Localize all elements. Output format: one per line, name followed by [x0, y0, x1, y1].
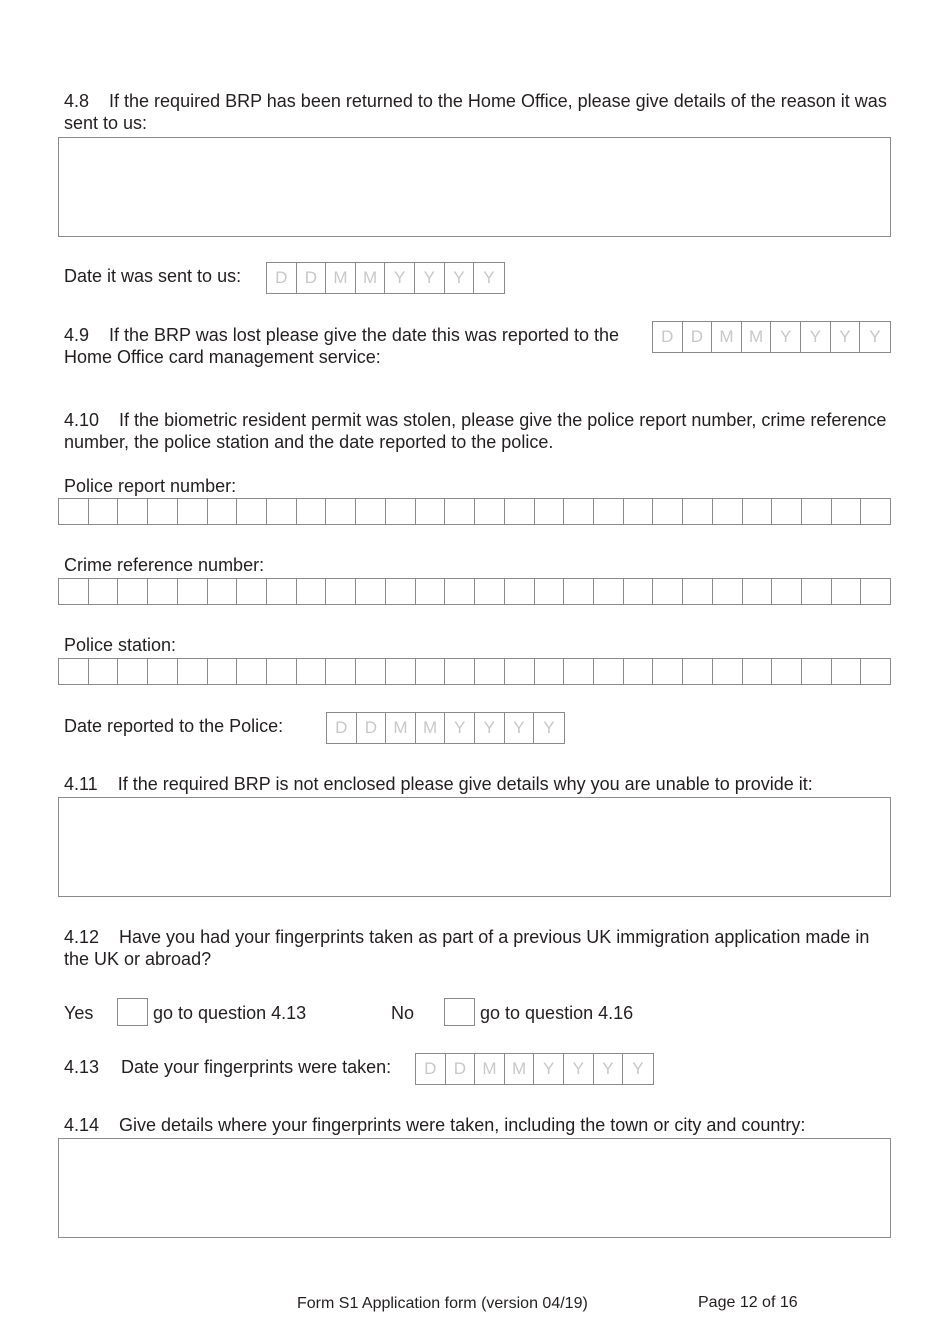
date-digit: Y [534, 1054, 564, 1084]
date-digit: D [327, 713, 357, 743]
date-digit: D [416, 1054, 446, 1084]
return-reason-textarea[interactable] [58, 137, 891, 237]
date-sent-input[interactable] [266, 262, 505, 294]
date-reported-label: Date reported to the Police: [64, 716, 284, 736]
date-digit: M [742, 322, 772, 352]
date-digit: Y [475, 713, 505, 743]
date-lost-reported-input[interactable] [652, 321, 891, 353]
police-station-label: Police station: [64, 635, 177, 655]
date-digit: Y [594, 1054, 624, 1084]
question-4-14-text: 4.14 Give details where your fingerprints were taken, including the town or city and country: [64, 1115, 806, 1135]
fingerprints-yes-checkbox[interactable] [117, 998, 148, 1026]
police-station-input[interactable] [58, 658, 891, 685]
date-digit: Y [415, 263, 445, 293]
date-digit: Y [543, 718, 555, 737]
no-goto-text: go to question 4.16 [480, 1003, 634, 1023]
date-digit: Y [483, 268, 495, 287]
question-4-10-text: 4.10 If the biometric resident permit was stolen, please give the police report number, crime reference number, the police station and the date reported to the police. [64, 410, 892, 452]
date-digit: M [475, 1054, 505, 1084]
date-digit: Y [771, 322, 801, 352]
date-digit: M [356, 263, 386, 293]
question-4-12-text: 4.12 Have you had your fingerprints taken as part of a previous UK immigration application made in the UK or abroad? [64, 927, 875, 969]
police-report-number-input[interactable] [58, 498, 891, 525]
brp-not-enclosed-textarea[interactable] [58, 797, 891, 897]
fingerprints-no-checkbox[interactable] [444, 998, 475, 1026]
question-4-8-text: 4.8 If the required BRP has been returned to the Home Office, please give details of the reason it was sent to us: [64, 91, 892, 133]
date-digit: Y [385, 263, 415, 293]
date-digit: D [683, 322, 713, 352]
date-digit: Y [869, 327, 881, 346]
date-fingerprints-taken-input[interactable] [415, 1053, 654, 1085]
no-label: No [391, 1003, 415, 1023]
fingerprints-location-textarea[interactable] [58, 1138, 891, 1238]
date-digit: Y [801, 322, 831, 352]
date-digit: M [416, 713, 446, 743]
question-4-13-text: Date your fingerprints were taken: [121, 1057, 392, 1077]
footer-page-number: Page 12 of 16 [698, 1294, 798, 1311]
date-digit: Y [564, 1054, 594, 1084]
yes-label: Yes [64, 1003, 94, 1023]
date-digit: D [267, 263, 297, 293]
footer-form-label: Form S1 Application form (version 04/19) [297, 1295, 588, 1312]
date-digit: D [357, 713, 387, 743]
date-digit: D [446, 1054, 476, 1084]
date-digit: M [505, 1054, 535, 1084]
date-digit: Y [505, 713, 535, 743]
date-sent-label: Date it was sent to us: [64, 266, 242, 286]
date-digit: D [653, 322, 683, 352]
question-4-13-number: 4.13 [64, 1057, 100, 1077]
date-digit: Y [632, 1059, 644, 1078]
crime-reference-number-input[interactable] [58, 578, 891, 605]
date-digit: M [326, 263, 356, 293]
date-digit: M [712, 322, 742, 352]
question-4-9-text: 4.9 If the BRP was lost please give the date this was reported to the Home Office card management service: [64, 325, 625, 367]
date-reported-police-input[interactable] [326, 712, 565, 744]
question-4-11-text: 4.11 If the required BRP is not enclosed please give details why you are unable to provide it: [64, 774, 813, 794]
date-digit: Y [445, 713, 475, 743]
yes-goto-text: go to question 4.13 [153, 1003, 307, 1023]
date-digit: Y [831, 322, 861, 352]
police-report-label: Police report number: [64, 476, 237, 496]
crime-ref-label: Crime reference number: [64, 555, 265, 575]
date-digit: Y [445, 263, 475, 293]
date-digit: D [297, 263, 327, 293]
date-digit: M [386, 713, 416, 743]
